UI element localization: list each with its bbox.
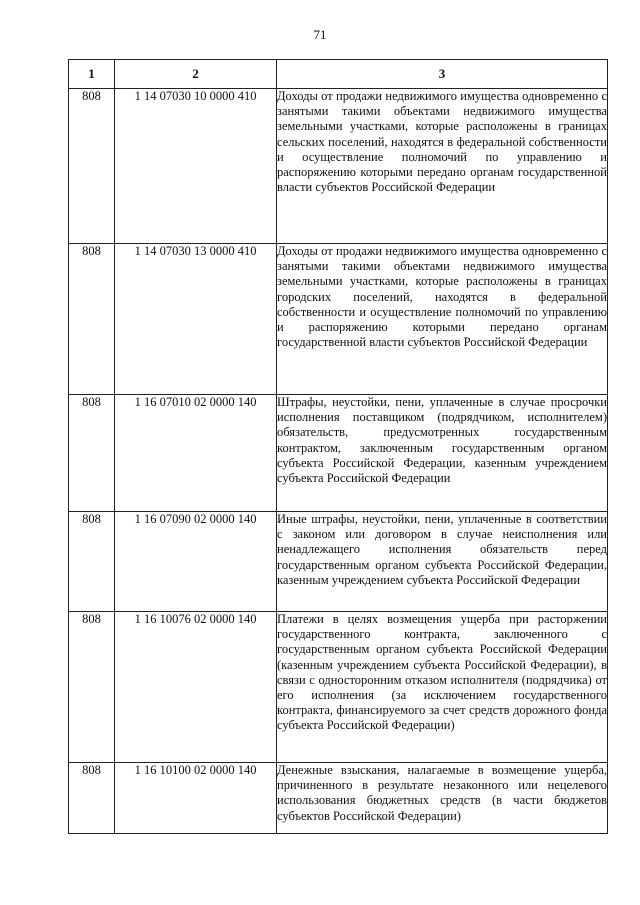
- column-header-2: 2: [115, 60, 277, 89]
- description-cell: Платежи в целях возмещения ущерба при расторжении государственного контракта, заключенного с государственным органом субъекта Российской Федерации (казенным учреждением субъекта Российской Федерации), в связи с односторонним отказом исполнителя (подрядчика) от его исполнения (за исключением государственного контракта, финансируемого за счет средств дорожного фонда субъекта Российской Федерации): [277, 612, 608, 763]
- table-row: [69, 512, 608, 612]
- column-header-3: 3: [277, 60, 608, 89]
- admin-code-cell: 808: [69, 244, 115, 395]
- table-row: [69, 89, 608, 244]
- description-cell: Денежные взыскания, налагаемые в возмещение ущерба, причиненного в результате незаконного или нецелевого использования бюджетных средств (в части бюджетов субъектов Российской Федерации): [277, 763, 608, 834]
- admin-code-cell: 808: [69, 763, 115, 834]
- description-cell: Иные штрафы, неустойки, пени, уплаченные в соответствии с законом или договором в случае неисполнения или ненадлежащего исполнения обязательств перед государственным органом субъекта Российской Федерации, казенным учреждением субъекта Российской Федерации: [277, 512, 608, 612]
- table-row: [69, 244, 608, 395]
- admin-code-cell: 808: [69, 395, 115, 512]
- table-row: [69, 612, 608, 763]
- admin-code-cell: 808: [69, 512, 115, 612]
- page-number: 71: [313, 27, 327, 42]
- budget-code-table: [68, 59, 608, 834]
- table-row: [69, 763, 608, 834]
- budget-code-cell: 1 16 10100 02 0000 140: [115, 763, 277, 834]
- admin-code-cell: 808: [69, 89, 115, 244]
- table-row: [69, 395, 608, 512]
- budget-code-cell: 1 16 07090 02 0000 140: [115, 512, 277, 612]
- column-header-1: 1: [69, 60, 115, 89]
- description-cell: Доходы от продажи недвижимого имущества одновременно с занятыми такими объектами недвижимого имущества земельными участками, которые расположены в границах сельских поселений, находятся в федеральной собственности и осуществление полномочий по управлению и распоряжению которыми передано органам государственной власти субъектов Российской Федерации: [277, 89, 608, 244]
- budget-code-cell: 1 16 10076 02 0000 140: [115, 612, 277, 763]
- budget-code-cell: 1 14 07030 13 0000 410: [115, 244, 277, 395]
- description-cell: Доходы от продажи недвижимого имущества одновременно с занятыми такими объектами недвижимого имущества земельными участками, которые расположены в границах городских поселений, находятся в федеральной собственности и осуществление полномочий по управлению и распоряжению которыми передано органам государственной власти субъектов Российской Федерации: [277, 244, 608, 395]
- description-cell: Штрафы, неустойки, пени, уплаченные в случае просрочки исполнения поставщиком (подрядчиком, исполнителем) обязательств, предусмотренных государственным контрактом, заключенным государственным органом субъекта Российской Федерации, казенным учреждением субъекта Российской Федерации: [277, 395, 608, 512]
- budget-code-cell: 1 14 07030 10 0000 410: [115, 89, 277, 244]
- table-header-row: [69, 60, 608, 89]
- budget-code-cell: 1 16 07010 02 0000 140: [115, 395, 277, 512]
- admin-code-cell: 808: [69, 612, 115, 763]
